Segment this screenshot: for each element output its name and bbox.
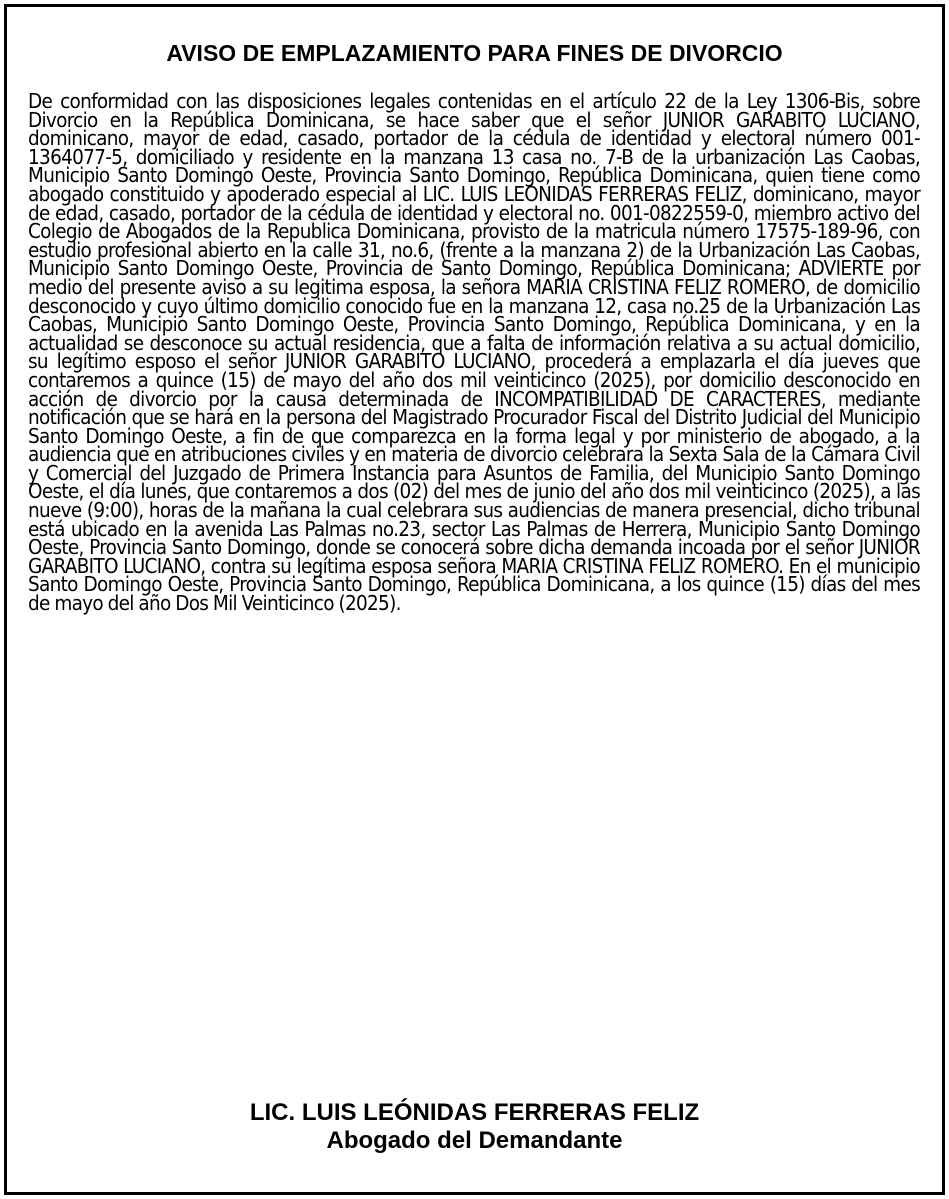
- signature-block: [7, 1099, 942, 1155]
- signature-name: LIC. LUIS LEÓNIDAS FERRERAS FELIZ: [249, 1099, 700, 1126]
- signature-role: Abogado del Demandante: [326, 1127, 623, 1154]
- notice-title: AVISO DE EMPLAZAMIENTO PARA FINES DE DIVORCIO: [166, 40, 783, 66]
- legal-notice: [4, 4, 945, 1195]
- notice-body: De conformidad con las disposiciones legales contenidas en el artículo 22 de la Ley 1306-Bis, sobre Divorcio en la República Dominicana, se hace saber que el señor JUNIOR GARABITO LUCIANO, dominicano, mayor de edad, casado, portador de la cédula de identidad y electoral número 001-1364077-5, domiciliado y residente en la manzana 13 casa no. 7-B de la urbanización Las Caobas, Municipio Santo Domingo Oeste, Provincia Santo Domingo, República Dominicana, quien tiene como abogado constituido y apoderado especial al LIC. LUIS LEONIDAS FERRERAS FELIZ, dominicano, mayor de edad, casado, portador de la cédula de identidad y electoral no. 001-0822559-0, miembro activo del Colegio de Abogados de la Republica Dominicana, provisto de la matricula número 17575-189-96, con estudio profesional abierto en la calle 31, no.6, (frente a la manzana 2) de la Urbanización Las Caobas, Municipio Santo Domingo Oeste, Provincia de Santo Domingo, República Dominicana; ADVIERTE por medio del presente aviso a su legitima esposa, la señora MARIA CRISTINA FELIZ ROMERO, de domicilio desconocido y cuyo último domicilio conocido fue en la manzana 12, casa no.25 de la Urbanización Las Caobas, Municipio Santo Domingo Oeste, Provincia Santo Domingo, República Dominicana, y en la actualidad se desconoce su actual residencia, que a falta de información relativa a su actual domicilio, su legítimo esposo el señor JUNIOR GARABITO LUCIANO, procederá a emplazarla el día jueves que contaremos a quince (15) de mayo del año dos mil veinticinco (2025), por domicilio desconocido en acción de divorcio por la causa determinada de INCOMPATIBILIDAD DE CARACTERES, mediante notificación que se hará en la persona del Magistrado Procurador Fiscal del Distrito Judicial del Municipio Santo Domingo Oeste, a fin de que comparezca en la forma legal y por ministerio de abogado, a la audiencia que en atribuciones civiles y en materia de divorcio celebrara la Sexta Sala de la Cámara Civil y Comercial del Juzgado de Primera Instancia para Asuntos de Familia, del Municipio Santo Domingo Oeste, el día lunes, que contaremos a dos (02) del mes de junio del año dos mil veinticinco (2025), a las nueve (9:00), horas de la mañana la cual celebrara sus audiencias de manera presencial, dicho tribunal está ubicado en la avenida Las Palmas no.23, sector Las Palmas de Herrera, Municipio Santo Domingo Oeste, Provincia Santo Domingo, donde se conocerá sobre dicha demanda incoada por el señor JUNIOR GARABITO LUCIANO, contra su legítima esposa señora MARIA CRISTINA FELIZ ROMERO. En el municipio Santo Domingo Oeste, Provincia Santo Domingo, República Dominicana, a los quince (15) días del mes de mayo del año Dos Mil Veinticinco (2025).: [28, 89, 920, 616]
